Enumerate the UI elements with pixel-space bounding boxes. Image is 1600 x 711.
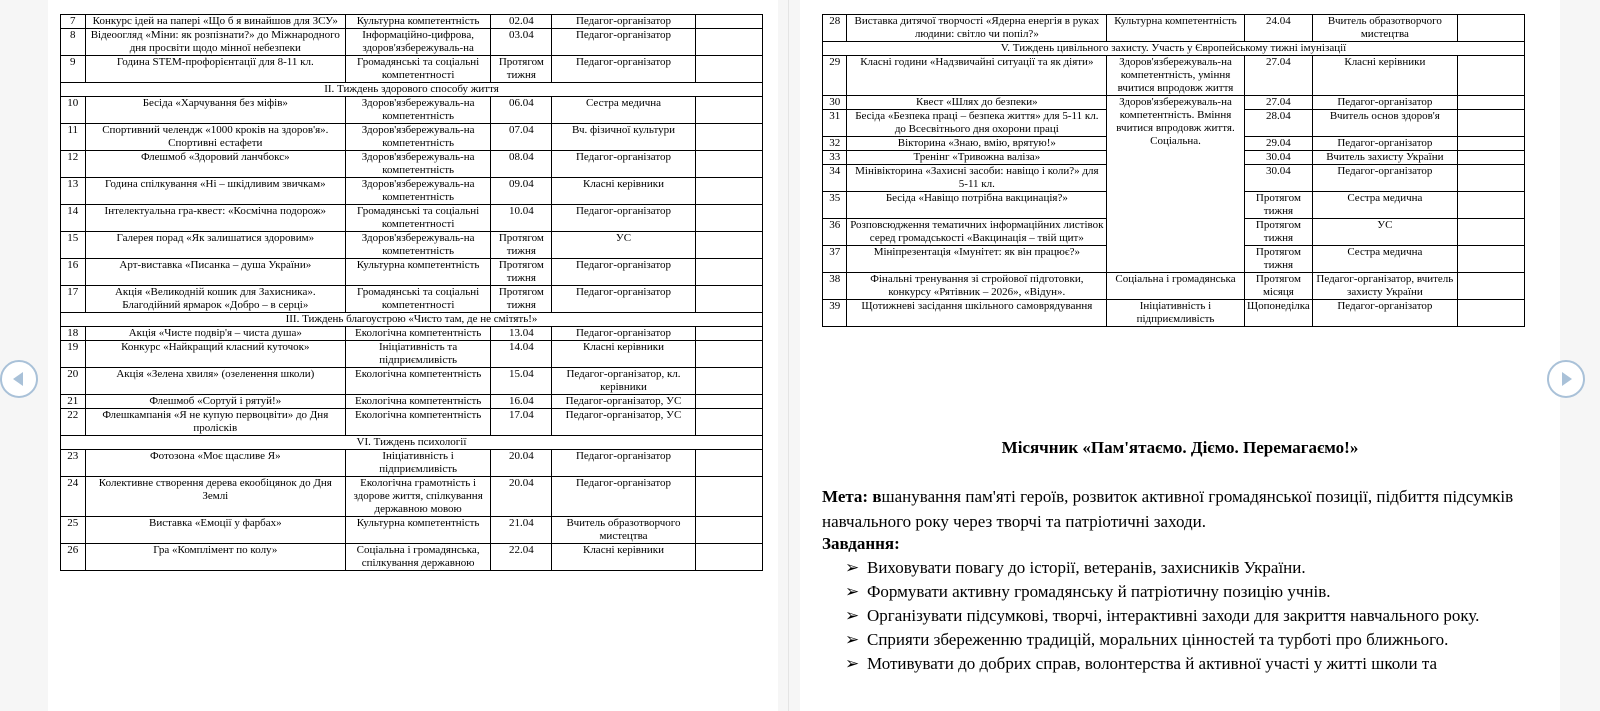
event-cell: Колективне створення дерева екообіцянок до Дня Землі bbox=[85, 477, 346, 517]
event-cell: Виставка «Емоції у фарбах» bbox=[85, 517, 346, 544]
empty-cell bbox=[695, 395, 762, 409]
responsible-cell: УС bbox=[552, 232, 695, 259]
section-heading: V. Тиждень цивільного захисту. Участь у Європейському тижні імунізації bbox=[823, 42, 1525, 56]
row-number-cell: 32 bbox=[823, 137, 847, 151]
goal-text: шанування пам'яті героїв, розвиток активної громадянської позиції, підбиття підсумків навчального року через творчі та патріотичні заходи. bbox=[822, 487, 1514, 531]
table-row bbox=[61, 368, 763, 395]
responsible-cell: Педагог-організатор bbox=[552, 151, 695, 178]
responsible-cell: Вчитель образотворчого мистецтва bbox=[1313, 15, 1458, 42]
responsible-cell: Педагог-організатор bbox=[552, 56, 695, 83]
responsible-cell: Педагог-організатор, УС bbox=[552, 409, 695, 436]
empty-cell bbox=[1457, 273, 1524, 300]
date-cell: 03.04 bbox=[491, 29, 552, 56]
competence-cell-merged: Здоров'язбережуваль-на компетентність. Вміння вчитися впродовж життя. Соціальна. bbox=[1107, 96, 1245, 273]
date-cell: Протягом тижня bbox=[491, 232, 552, 259]
table-row bbox=[61, 544, 763, 571]
date-cell: 27.04 bbox=[1244, 56, 1312, 96]
date-cell: 22.04 bbox=[491, 544, 552, 571]
row-number-cell: 31 bbox=[823, 110, 847, 137]
date-cell: 24.04 bbox=[1244, 15, 1312, 42]
empty-cell bbox=[1457, 56, 1524, 96]
responsible-cell: Педагог-організатор, кл. керівники bbox=[552, 368, 695, 395]
row-number-cell: 30 bbox=[823, 96, 847, 110]
page-left bbox=[48, 0, 778, 711]
empty-cell bbox=[695, 544, 762, 571]
responsible-cell: УС bbox=[1313, 219, 1458, 246]
event-cell: Галерея порад «Як залишатися здоровим» bbox=[85, 232, 346, 259]
event-cell: Акція «Великодній кошик для Захисника». Благодійний ярмарок «Добро – в серці» bbox=[85, 286, 346, 313]
table-row bbox=[823, 273, 1525, 300]
date-cell: 20.04 bbox=[491, 450, 552, 477]
competence-cell: Екологічна компетентність bbox=[346, 409, 491, 436]
table-row bbox=[61, 124, 763, 151]
table-row bbox=[61, 327, 763, 341]
row-number-cell: 26 bbox=[61, 544, 86, 571]
competence-cell: Ініціативність та підприємливість bbox=[346, 341, 491, 368]
goal-paragraph bbox=[822, 484, 1537, 534]
responsible-cell: Педагог-організатор bbox=[1313, 137, 1458, 151]
date-cell: 09.04 bbox=[491, 178, 552, 205]
arrow-left-icon bbox=[9, 369, 29, 389]
competence-cell: Екологічна компетентність bbox=[346, 327, 491, 341]
competence-cell: Здоров'язбережуваль-на компетентність bbox=[346, 151, 491, 178]
event-cell: Фотозона «Моє щасливе Я» bbox=[85, 450, 346, 477]
competence-cell: Громадянські та соціальні компетентності bbox=[346, 205, 491, 232]
empty-cell bbox=[1457, 15, 1524, 42]
responsible-cell: Вчитель основ здоров'я bbox=[1313, 110, 1458, 137]
row-number-cell: 11 bbox=[61, 124, 86, 151]
task-text: Виховувати повагу до історії, ветеранів, захисників України. bbox=[867, 558, 1306, 577]
goal-label: Мета: в bbox=[822, 487, 882, 506]
section-row bbox=[823, 42, 1525, 56]
responsible-cell: Педагог-організатор bbox=[552, 327, 695, 341]
row-number-cell: 28 bbox=[823, 15, 847, 42]
event-cell: Конкурс «Найкращий класний куточок» bbox=[85, 341, 346, 368]
competence-cell: Громадянські та соціальні компетентності bbox=[346, 286, 491, 313]
task-text: Сприяти збереженню традицій, моральних цінностей та турботі про ближнього. bbox=[867, 630, 1449, 649]
row-number-cell: 36 bbox=[823, 219, 847, 246]
section-heading: VІ. Тиждень психології bbox=[61, 436, 763, 450]
section-heading: ІІІ. Тиждень благоустрою «Чисто там, де не смітять!» bbox=[61, 313, 763, 327]
responsible-cell: Педагог-організатор bbox=[552, 259, 695, 286]
empty-cell bbox=[695, 15, 762, 29]
date-cell: 14.04 bbox=[491, 341, 552, 368]
event-cell: Бесіда «Безпека праці – безпека життя» для 5-11 кл. до Всесвітнього дня охорони праці bbox=[847, 110, 1107, 137]
tasks-list bbox=[845, 556, 1535, 676]
competence-cell: Культурна компетентність bbox=[346, 15, 491, 29]
responsible-cell: Педагог-організатор bbox=[1313, 96, 1458, 110]
responsible-cell: Педагог-організатор, вчитель захисту України bbox=[1313, 273, 1458, 300]
event-cell: Година спілкування «Ні – шкідливим звичкам» bbox=[85, 178, 346, 205]
competence-cell: Ініціативність і підприємливість bbox=[346, 450, 491, 477]
competence-cell: Культурна компетентність bbox=[346, 259, 491, 286]
row-number-cell: 39 bbox=[823, 300, 847, 327]
competence-cell: Екологічна компетентність bbox=[346, 395, 491, 409]
competence-cell: Здоров'язбережуваль-на компетентність bbox=[346, 178, 491, 205]
responsible-cell: Педагог-організатор bbox=[552, 286, 695, 313]
date-cell: 30.04 bbox=[1244, 165, 1312, 192]
row-number-cell: 20 bbox=[61, 368, 86, 395]
row-number-cell: 14 bbox=[61, 205, 86, 232]
table-row bbox=[61, 232, 763, 259]
empty-cell bbox=[1457, 165, 1524, 192]
table-row bbox=[61, 395, 763, 409]
date-cell: 08.04 bbox=[491, 151, 552, 178]
empty-cell bbox=[695, 517, 762, 544]
event-cell: Бесіда «Навіщо потрібна вакцинація?» bbox=[847, 192, 1107, 219]
competence-cell: Інформаційно-цифрова, здоров'язбережуваль-на bbox=[346, 29, 491, 56]
row-number-cell: 22 bbox=[61, 409, 86, 436]
table-row bbox=[61, 205, 763, 232]
event-cell: Тренінг «Тривожна валіза» bbox=[847, 151, 1107, 165]
arrow-bullet-icon: ➢ bbox=[845, 582, 860, 601]
arrow-bullet-icon: ➢ bbox=[845, 606, 860, 625]
empty-cell bbox=[695, 56, 762, 83]
competence-cell: Культурна компетентність bbox=[346, 517, 491, 544]
table-row bbox=[823, 15, 1525, 42]
table-row bbox=[61, 477, 763, 517]
task-item bbox=[845, 580, 1535, 604]
date-cell: 02.04 bbox=[491, 15, 552, 29]
empty-cell bbox=[695, 151, 762, 178]
date-cell: Протягом місяця bbox=[1244, 273, 1312, 300]
event-cell: Акція «Чисте подвір'я – чиста душа» bbox=[85, 327, 346, 341]
section-row bbox=[61, 436, 763, 450]
date-cell: 06.04 bbox=[491, 97, 552, 124]
competence-cell: Екологічна компетентність bbox=[346, 368, 491, 395]
row-number-cell: 29 bbox=[823, 56, 847, 96]
prev-page-button[interactable] bbox=[0, 360, 38, 398]
empty-cell bbox=[695, 368, 762, 395]
event-cell: Флешкампанія «Я не купую первоцвіти» до Дня пролісків bbox=[85, 409, 346, 436]
row-number-cell: 7 bbox=[61, 15, 86, 29]
event-cell: Розповсюдження тематичних інформаційних листівок серед громадськості «Вакцинація – твій щит» bbox=[847, 219, 1107, 246]
row-number-cell: 9 bbox=[61, 56, 86, 83]
empty-cell bbox=[1457, 192, 1524, 219]
event-cell: Конкурс ідей на папері «Що б я винайшов для ЗСУ» bbox=[85, 15, 346, 29]
arrow-bullet-icon: ➢ bbox=[845, 654, 860, 673]
row-number-cell: 16 bbox=[61, 259, 86, 286]
empty-cell bbox=[695, 205, 762, 232]
table-row bbox=[823, 96, 1525, 110]
event-cell: Вікторина «Знаю, вмію, врятую!» bbox=[847, 137, 1107, 151]
table-row bbox=[823, 56, 1525, 96]
date-cell: Протягом тижня bbox=[491, 286, 552, 313]
event-plan-table-right bbox=[822, 14, 1525, 327]
table-row bbox=[61, 450, 763, 477]
empty-cell bbox=[695, 124, 762, 151]
date-cell: 15.04 bbox=[491, 368, 552, 395]
arrow-bullet-icon: ➢ bbox=[845, 558, 860, 577]
event-cell: Флешмоб «Сортуй і рятуй!» bbox=[85, 395, 346, 409]
empty-cell bbox=[695, 450, 762, 477]
date-cell: Протягом тижня bbox=[491, 56, 552, 83]
row-number-cell: 10 bbox=[61, 97, 86, 124]
date-cell: 13.04 bbox=[491, 327, 552, 341]
event-cell: Мінівікторина «Захисні засоби: навіщо і коли?» для 5-11 кл. bbox=[847, 165, 1107, 192]
date-cell: 21.04 bbox=[491, 517, 552, 544]
section-heading: ІІ. Тиждень здорового способу життя bbox=[61, 83, 763, 97]
empty-cell bbox=[695, 409, 762, 436]
competence-cell: Здоров'язбережуваль-на компетентність, уміння вчитися впродовж життя bbox=[1107, 56, 1245, 96]
empty-cell bbox=[695, 327, 762, 341]
event-cell: Інтелектуальна гра-квест: «Космічна подорож» bbox=[85, 205, 346, 232]
responsible-cell: Вч. фізичної культури bbox=[552, 124, 695, 151]
date-cell: 16.04 bbox=[491, 395, 552, 409]
table-row bbox=[61, 517, 763, 544]
task-text: Мотивувати до добрих справ, волонтерства й активної участі у житті школи та bbox=[867, 654, 1437, 673]
empty-cell bbox=[1457, 151, 1524, 165]
month-title: Місячник «Пам'ятаємо. Діємо. Перемагаємо!» bbox=[1001, 438, 1359, 457]
competence-cell: Здоров'язбережуваль-на компетентність bbox=[346, 232, 491, 259]
responsible-cell: Класні керівники bbox=[1313, 56, 1458, 96]
row-number-cell: 12 bbox=[61, 151, 86, 178]
date-cell: 29.04 bbox=[1244, 137, 1312, 151]
competence-cell: Соціальна і громадянська bbox=[1107, 273, 1245, 300]
responsible-cell: Класні керівники bbox=[552, 544, 695, 571]
competence-cell: Екологічна грамотність і здорове життя, спілкування державною мовою bbox=[346, 477, 491, 517]
row-number-cell: 19 bbox=[61, 341, 86, 368]
competence-cell: Здоров'язбережуваль-на компетентність bbox=[346, 97, 491, 124]
row-number-cell: 25 bbox=[61, 517, 86, 544]
empty-cell bbox=[695, 232, 762, 259]
empty-cell bbox=[695, 29, 762, 56]
row-number-cell: 37 bbox=[823, 246, 847, 273]
table-row bbox=[61, 178, 763, 205]
row-number-cell: 18 bbox=[61, 327, 86, 341]
task-item bbox=[845, 604, 1535, 628]
competence-cell: Культурна компетентність bbox=[1107, 15, 1245, 42]
empty-cell bbox=[695, 178, 762, 205]
responsible-cell: Педагог-організатор bbox=[552, 477, 695, 517]
responsible-cell: Педагог-організатор bbox=[1313, 165, 1458, 192]
empty-cell bbox=[695, 286, 762, 313]
date-cell: Протягом тижня bbox=[1244, 246, 1312, 273]
date-cell: 07.04 bbox=[491, 124, 552, 151]
event-cell: Виставка дитячої творчості «Ядерна енергія в руках людини: світло чи попіл?» bbox=[847, 15, 1107, 42]
competence-cell: Ініціативність і підприємливість bbox=[1107, 300, 1245, 327]
competence-cell: Соціальна і громадянська, спілкування державною bbox=[346, 544, 491, 571]
row-number-cell: 24 bbox=[61, 477, 86, 517]
date-cell: 17.04 bbox=[491, 409, 552, 436]
task-item bbox=[845, 628, 1535, 652]
date-cell: 30.04 bbox=[1244, 151, 1312, 165]
responsible-cell: Вчитель захисту України bbox=[1313, 151, 1458, 165]
row-number-cell: 15 bbox=[61, 232, 86, 259]
responsible-cell: Сестра медична bbox=[552, 97, 695, 124]
empty-cell bbox=[1457, 110, 1524, 137]
event-cell: Класні години «Надзвичайні ситуації та як діяти» bbox=[847, 56, 1107, 96]
responsible-cell: Сестра медична bbox=[1313, 246, 1458, 273]
date-cell: Протягом тижня bbox=[1244, 192, 1312, 219]
table-row bbox=[61, 151, 763, 178]
date-cell: 28.04 bbox=[1244, 110, 1312, 137]
row-number-cell: 21 bbox=[61, 395, 86, 409]
arrow-bullet-icon: ➢ bbox=[845, 630, 860, 649]
date-cell: Протягом тижня bbox=[491, 259, 552, 286]
event-cell: Мініпрезентація «Імунітет: як він працює?» bbox=[847, 246, 1107, 273]
empty-cell bbox=[1457, 96, 1524, 110]
date-cell: 27.04 bbox=[1244, 96, 1312, 110]
table-row bbox=[61, 341, 763, 368]
competence-cell: Здоров'язбережуваль-на компетентність bbox=[346, 124, 491, 151]
empty-cell bbox=[1457, 300, 1524, 327]
date-cell: 20.04 bbox=[491, 477, 552, 517]
row-number-cell: 38 bbox=[823, 273, 847, 300]
responsible-cell: Вчитель образотворчого мистецтва bbox=[552, 517, 695, 544]
date-cell: 10.04 bbox=[491, 205, 552, 232]
event-cell: Флешмоб «Здоровий ланчбокс» bbox=[85, 151, 346, 178]
empty-cell bbox=[695, 477, 762, 517]
empty-cell bbox=[1457, 246, 1524, 273]
next-page-button[interactable] bbox=[1547, 360, 1585, 398]
table-row bbox=[61, 56, 763, 83]
section-row bbox=[61, 83, 763, 97]
responsible-cell: Класні керівники bbox=[552, 178, 695, 205]
responsible-cell: Педагог-організатор bbox=[552, 450, 695, 477]
table-row bbox=[61, 286, 763, 313]
responsible-cell: Педагог-організатор, УС bbox=[552, 395, 695, 409]
event-plan-table-left bbox=[60, 14, 763, 571]
empty-cell bbox=[1457, 219, 1524, 246]
responsible-cell: Педагог-організатор bbox=[552, 29, 695, 56]
row-number-cell: 33 bbox=[823, 151, 847, 165]
task-text: Формувати активну громадянську й патріотичну позицію учнів. bbox=[867, 582, 1331, 601]
responsible-cell: Класні керівники bbox=[552, 341, 695, 368]
row-number-cell: 23 bbox=[61, 450, 86, 477]
table-row bbox=[61, 29, 763, 56]
responsible-cell: Педагог-організатор bbox=[552, 15, 695, 29]
task-item bbox=[845, 556, 1535, 580]
empty-cell bbox=[1457, 137, 1524, 151]
tasks-heading: Завдання: bbox=[822, 534, 900, 553]
table-row bbox=[61, 97, 763, 124]
event-cell: Година STEM-профорієнтації для 8-11 кл. bbox=[85, 56, 346, 83]
row-number-cell: 8 bbox=[61, 29, 86, 56]
responsible-cell: Сестра медична bbox=[1313, 192, 1458, 219]
table-row bbox=[823, 300, 1525, 327]
empty-cell bbox=[695, 97, 762, 124]
table-row bbox=[61, 259, 763, 286]
task-item bbox=[845, 652, 1535, 676]
date-cell: Щопонеділка bbox=[1244, 300, 1312, 327]
row-number-cell: 35 bbox=[823, 192, 847, 219]
event-cell: Квест «Шлях до безпеки» bbox=[847, 96, 1107, 110]
event-cell: Спортивний челендж «1000 кроків на здоров'я». Спортивні естафети bbox=[85, 124, 346, 151]
event-cell: Відеоогляд «Міни: як розпізнати?» до Міжнародного дня просвіти щодо мінної небезпеки bbox=[85, 29, 346, 56]
competence-cell: Громадянські та соціальні компетентності bbox=[346, 56, 491, 83]
row-number-cell: 13 bbox=[61, 178, 86, 205]
event-cell: Фінальні тренування зі стройової підготовки, конкурсу «Рятівник – 2026», «Відун». bbox=[847, 273, 1107, 300]
responsible-cell: Педагог-організатор bbox=[552, 205, 695, 232]
empty-cell bbox=[695, 341, 762, 368]
table-row bbox=[61, 409, 763, 436]
event-cell: Арт-виставка «Писанка – душа України» bbox=[85, 259, 346, 286]
page-divider bbox=[788, 0, 789, 711]
event-cell: Бесіда «Харчування без міфів» bbox=[85, 97, 346, 124]
table-row bbox=[61, 15, 763, 29]
event-cell: Гра «Комплімент по колу» bbox=[85, 544, 346, 571]
date-cell: Протягом тижня bbox=[1244, 219, 1312, 246]
task-text: Організувати підсумкові, творчі, інтерактивні заходи для закриття навчального року. bbox=[867, 606, 1480, 625]
event-cell: Щотижневі засідання шкільного самоврядування bbox=[847, 300, 1107, 327]
row-number-cell: 34 bbox=[823, 165, 847, 192]
empty-cell bbox=[695, 259, 762, 286]
row-number-cell: 17 bbox=[61, 286, 86, 313]
section-row bbox=[61, 313, 763, 327]
responsible-cell: Педагог-організатор bbox=[1313, 300, 1458, 327]
arrow-right-icon bbox=[1556, 369, 1576, 389]
event-cell: Акція «Зелена хвиля» (озеленення школи) bbox=[85, 368, 346, 395]
